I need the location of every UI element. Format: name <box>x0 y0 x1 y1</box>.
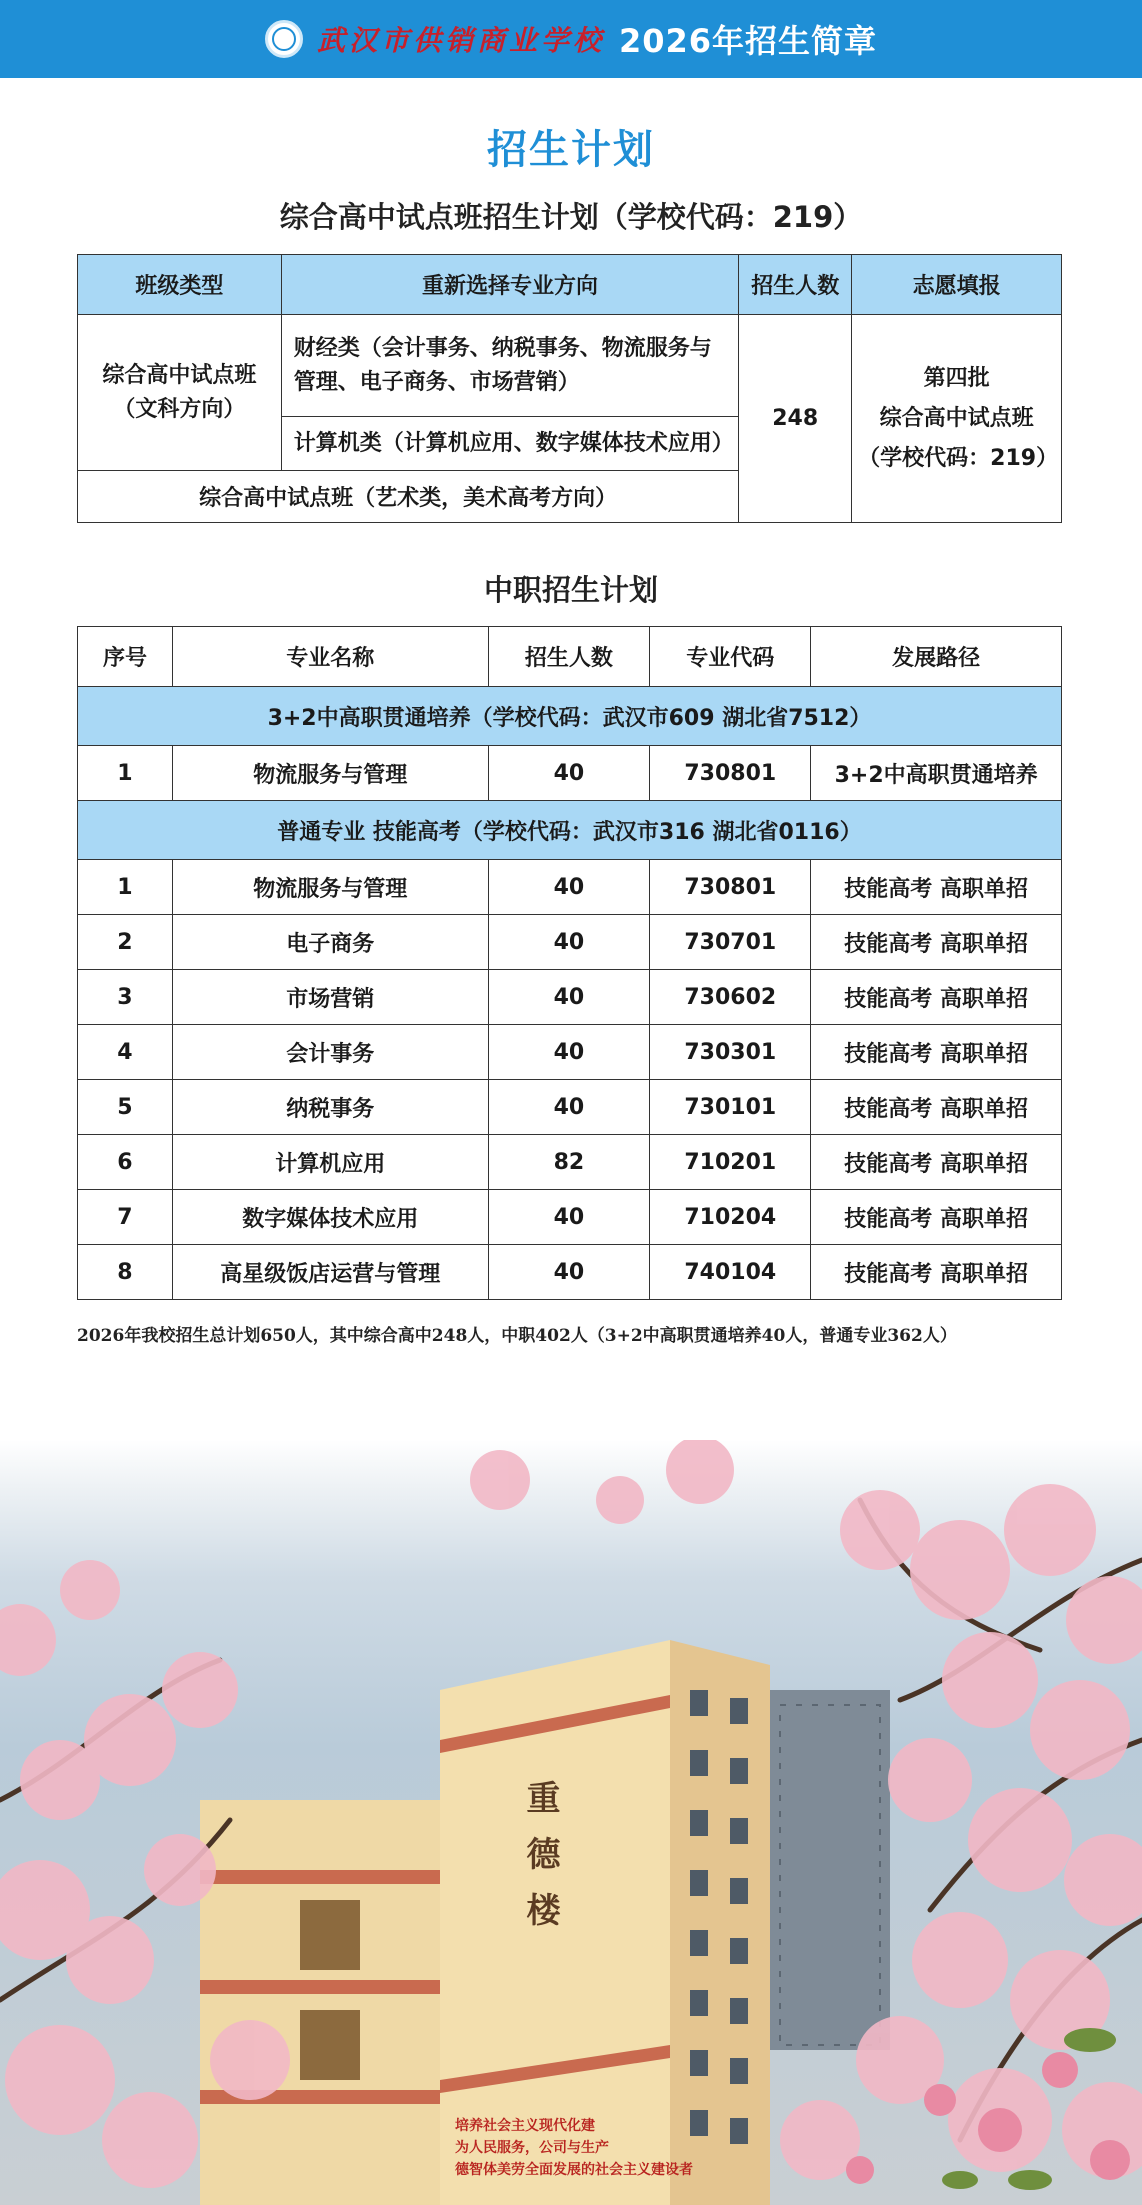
cell-no: 4 <box>78 1025 173 1080</box>
group-label: 普通专业 技能高考（学校代码：武汉市316 湖北省0116） <box>78 801 1062 860</box>
table-row <box>78 860 1062 915</box>
table-row <box>78 915 1062 970</box>
cell-code: 730701 <box>650 915 811 970</box>
cell-path: 技能高考 高职单招 <box>811 915 1062 970</box>
cell-name: 高星级饭店运营与管理 <box>172 1245 488 1300</box>
cell-name: 纳税事务 <box>172 1080 488 1135</box>
building-sign: 重德楼 <box>520 1780 560 1948</box>
cell-path: 技能高考 高职单招 <box>811 1190 1062 1245</box>
building-left-wing <box>200 1800 440 2205</box>
art-class-cell: 综合高中试点班（艺术类，美术高考方向） <box>78 471 739 523</box>
cell-no: 8 <box>78 1245 173 1300</box>
application-code: （学校代码：219） <box>858 445 1059 471</box>
cell-name: 计算机应用 <box>172 1135 488 1190</box>
cell-path: 技能高考 高职单招 <box>811 1245 1062 1300</box>
direction-computer-cell: 计算机类（计算机应用、数字媒体技术应用） <box>281 417 738 471</box>
application-program: 综合高中试点班 <box>879 405 1034 431</box>
column-header: 发展路径 <box>811 627 1062 687</box>
campus-photo <box>0 1440 1142 2205</box>
school-emblem-icon <box>265 20 303 58</box>
column-header: 序号 <box>78 627 173 687</box>
cell-code: 730801 <box>650 746 811 801</box>
cell-count: 40 <box>488 1190 650 1245</box>
campus-photo-illustration <box>0 1440 1142 2205</box>
table-row <box>78 1080 1062 1135</box>
group-header-row <box>78 687 1062 746</box>
cell-no: 7 <box>78 1190 173 1245</box>
vocational-plan-table <box>77 626 1062 1300</box>
cell-name: 数字媒体技术应用 <box>172 1190 488 1245</box>
cell-code: 710204 <box>650 1190 811 1245</box>
wall-slogan: 德智体美劳全面发展的社会主义建设者 <box>455 2162 693 2178</box>
cell-name: 会计事务 <box>172 1025 488 1080</box>
cell-no: 2 <box>78 915 173 970</box>
table1-title: 综合高中试点班招生计划（学校代码：219） <box>279 200 863 234</box>
enrollment-cell: 248 <box>739 315 852 523</box>
table-row <box>78 1245 1062 1300</box>
wall-slogan: 培养社会主义现代化建 <box>455 2118 595 2134</box>
column-header: 重新选择专业方向 <box>281 255 738 315</box>
group-label: 3+2中高职贯通培养（学校代码：武汉市609 湖北省7512） <box>78 687 1062 746</box>
column-header: 志愿填报 <box>852 255 1062 315</box>
column-header: 班级类型 <box>78 255 282 315</box>
cell-name: 物流服务与管理 <box>172 860 488 915</box>
brochure-title: 2026年招生简章 <box>618 22 878 60</box>
column-header: 专业代码 <box>650 627 811 687</box>
group-header-row <box>78 801 1062 860</box>
table-row <box>78 970 1062 1025</box>
table-row <box>78 1190 1062 1245</box>
cell-count: 40 <box>488 1025 650 1080</box>
cell-count: 40 <box>488 915 650 970</box>
comprehensive-high-school-table <box>77 254 1062 523</box>
application-cell <box>852 315 1062 523</box>
cell-name: 市场营销 <box>172 970 488 1025</box>
cell-count: 40 <box>488 860 650 915</box>
cell-count: 40 <box>488 1245 650 1300</box>
cell-count: 40 <box>488 746 650 801</box>
cell-path: 技能高考 高职单招 <box>811 1080 1062 1135</box>
table-row <box>78 315 1062 417</box>
cell-no: 1 <box>78 860 173 915</box>
cell-name: 物流服务与管理 <box>172 746 488 801</box>
class-type-cell: 综合高中试点班（文科方向） <box>78 315 282 471</box>
cell-code: 730602 <box>650 970 811 1025</box>
cell-count: 82 <box>488 1135 650 1190</box>
cell-path: 技能高考 高职单招 <box>811 970 1062 1025</box>
cell-name: 电子商务 <box>172 915 488 970</box>
cell-code: 740104 <box>650 1245 811 1300</box>
cell-code: 730101 <box>650 1080 811 1135</box>
direction-finance-cell: 财经类（会计事务、纳税事务、物流服务与管理、电子商务、市场营销） <box>281 315 738 417</box>
column-header: 招生人数 <box>488 627 650 687</box>
table-header-row <box>78 255 1062 315</box>
header-bar <box>0 0 1142 78</box>
enrollment-footnote: 2026年我校招生总计划650人，其中综合高中248人，中职402人（3+2中高职贯通培养40人，普通专业362人） <box>77 1326 957 1346</box>
cell-code: 710201 <box>650 1135 811 1190</box>
cell-no: 6 <box>78 1135 173 1190</box>
cell-path: 技能高考 高职单招 <box>811 1025 1062 1080</box>
cell-code: 730301 <box>650 1025 811 1080</box>
cell-count: 40 <box>488 1080 650 1135</box>
table-row <box>78 746 1062 801</box>
cell-count: 40 <box>488 970 650 1025</box>
cell-code: 730801 <box>650 860 811 915</box>
school-name: 武汉市供销商业学校 <box>316 24 605 57</box>
table-header-row <box>78 627 1062 687</box>
cell-no: 1 <box>78 746 173 801</box>
cell-no: 5 <box>78 1080 173 1135</box>
column-header: 专业名称 <box>172 627 488 687</box>
table2-title: 中职招生计划 <box>483 573 658 607</box>
wall-slogan: 为人民服务，公司与生产 <box>455 2140 609 2156</box>
cell-no: 3 <box>78 970 173 1025</box>
cell-path: 技能高考 高职单招 <box>811 1135 1062 1190</box>
application-batch: 第四批 <box>923 365 990 391</box>
distant-tower <box>770 1690 890 2050</box>
building-side-facade <box>670 1640 770 2205</box>
section-heading: 招生计划 <box>487 127 655 173</box>
cell-path: 技能高考 高职单招 <box>811 860 1062 915</box>
column-header: 招生人数 <box>739 255 852 315</box>
table-row <box>78 1135 1062 1190</box>
table-row <box>78 1025 1062 1080</box>
cell-path: 3+2中高职贯通培养 <box>811 746 1062 801</box>
